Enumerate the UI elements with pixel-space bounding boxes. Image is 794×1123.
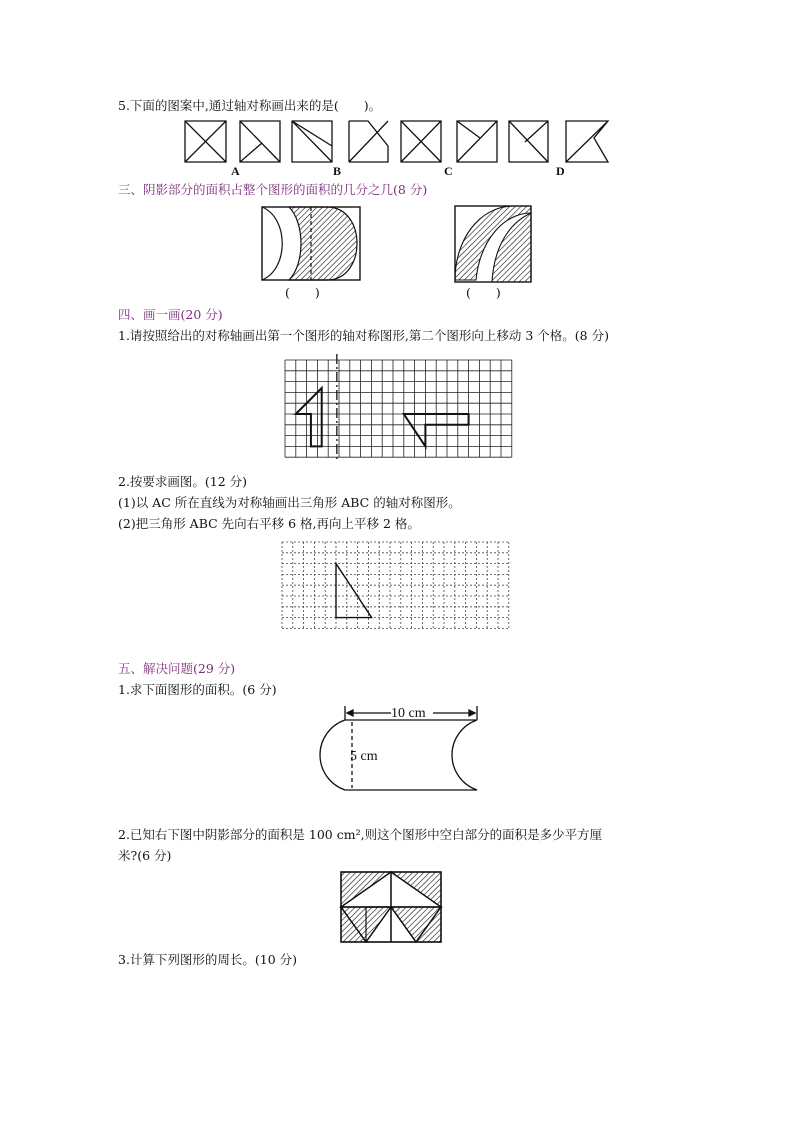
dimension-width: 5 cm — [350, 749, 378, 764]
section5-q2-line2: 米?(6 分) — [118, 848, 172, 863]
section4-title: 四、画一画 — [118, 307, 181, 322]
shaded-figure-2 — [454, 205, 532, 283]
section4-q2-1: (1)以 AC 所在直线为对称轴画出三角形 ABC 的轴对称图形。 — [118, 495, 461, 510]
triangle-abc — [336, 564, 372, 618]
blank-2[interactable]: ( ) — [466, 285, 501, 300]
q5-figures — [0, 118, 794, 178]
drawing-grid-1 — [282, 354, 512, 462]
section4-q2: 2.按要求画图。(12 分) — [118, 474, 248, 489]
section5-heading — [118, 661, 235, 677]
option-figure-5 — [401, 121, 441, 162]
option-figure-c — [457, 121, 497, 162]
shaded-figure-1 — [261, 206, 361, 282]
option-figure-b — [349, 121, 388, 162]
option-label-c: C — [444, 164, 453, 178]
section5-q3: 3.计算下列图形的周长。(10 分) — [118, 952, 298, 967]
section5-q1: 1.求下面图形的面积。(6 分) — [118, 682, 277, 697]
option-figure-1 — [185, 121, 226, 162]
blank-1[interactable]: ( ) — [285, 285, 320, 300]
option-label-b: B — [333, 164, 342, 178]
option-figure-3 — [292, 121, 332, 162]
section4-q1: 1.请按照给出的对称轴画出第一个图形的轴对称图形,第二个图形向上移动 3 个格。(8 分) — [118, 328, 609, 343]
section5-q2-line1: 2.已知右下图中阴影部分的面积是 100 cm²,则这个图形中空白部分的面积是多少平方厘 — [118, 827, 603, 842]
section4-heading — [118, 307, 223, 323]
option-figure-a — [240, 121, 280, 162]
option-figure-d — [566, 121, 608, 162]
section4-score: (20 分) — [180, 307, 223, 322]
grid-lines — [282, 542, 509, 628]
grid-lines — [285, 360, 512, 457]
shape-1 — [296, 388, 322, 446]
section5-title: 五、解决问题 — [118, 661, 194, 676]
section3-score: (8 分) — [393, 182, 428, 197]
shaded-rectangle-figure — [340, 871, 444, 945]
option-label-a: A — [231, 164, 240, 178]
section3-title: 三、阴影部分的面积占整个图形的面积的几分之几 — [118, 182, 394, 197]
section3-heading — [118, 182, 427, 198]
q5-text: 5.下面的图案中,通过轴对称画出来的是( )。 — [118, 98, 382, 113]
option-label-d: D — [556, 164, 565, 178]
section5-score: (29 分) — [193, 661, 236, 676]
option-figure-7 — [509, 121, 548, 162]
drawing-grid-2 — [281, 540, 511, 634]
dimension-length: 10 cm — [391, 706, 426, 721]
section4-q2-2: (2)把三角形 ABC 先向右平移 6 格,再向上平移 2 格。 — [118, 516, 420, 531]
